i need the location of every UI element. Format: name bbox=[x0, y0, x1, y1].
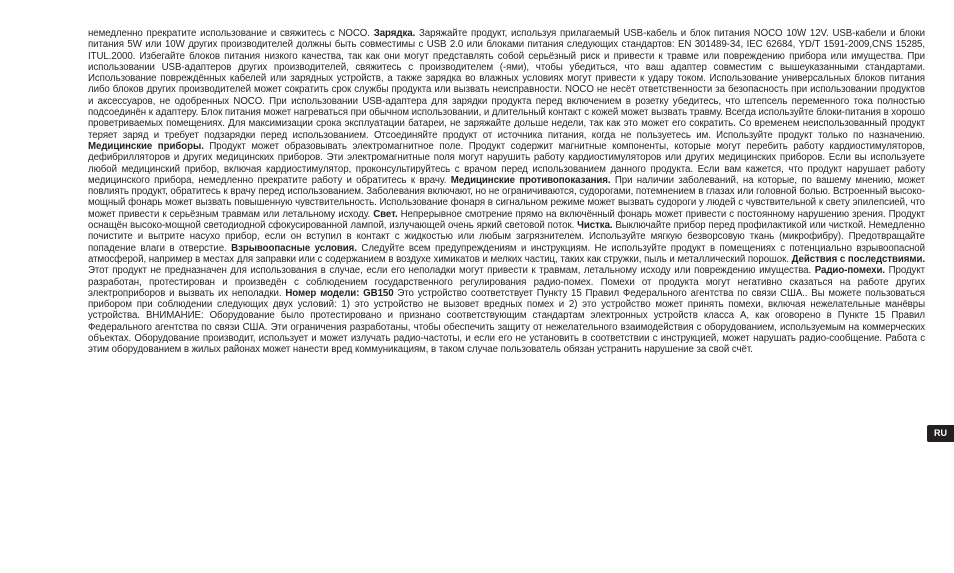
body-text-run: Непрерывное смотрение прямо на включённый фонарь может привести с постоянному нарушению зрения. Продукт оснащён высоко-мощной светодиодной сфокусированной лампой, излучающей очень яркий световой поток. bbox=[88, 208, 925, 232]
section-heading: Чистка. bbox=[577, 220, 613, 232]
safety-instructions-text bbox=[88, 28, 925, 356]
section-heading: Медицинские приборы. bbox=[88, 140, 204, 152]
body-text-run: Выключайте прибор перед профилактикой или чисткой. Немедленно почистите и вытрите насухо прибор, если он вступил в контакт с жидкостью или любым загрязнителем. Используйте мягкую безворсовую ткань (микрофибру). Предотвращайте попадение влаги в отверстие. bbox=[88, 220, 925, 254]
body-text-run: При наличии заболеваний, на которые, по вашему мнению, может повлиять продукт, обратитесь к врачу перед использованием. Заболевания включают, но не ограничиваются, судорогами, потемнением в глазах или головной болью. Встроенный высоко-мощный фонарь может вызвать повышенную чувствительность. Использование фонаря в сигнальном режиме может вызвать судороги у людей с чувствительной к свету эпилепсией, что может привести к серьёзным травмам или летальному исходу. bbox=[88, 174, 925, 220]
section-heading: Номер модели: GB150 bbox=[285, 287, 394, 299]
section-heading: Свет. bbox=[373, 208, 398, 220]
section-heading: Радио-помехи. bbox=[814, 265, 886, 277]
language-tab: RU bbox=[927, 425, 954, 442]
section-heading: Медицинские противопоказания. bbox=[450, 174, 611, 186]
body-text-run: Продукт может образовывать электромагнитное поле. Продукт содержит магнитные компоненты, которые могут перебить работу кардиостимуляторов, дефибрилляторов и других медицинских приборов. Эти электромагнитные поля могут нарушить работу кардиостимуляторов или других медицинских приборов. Если вы используете любой медицинский прибор, включая кардиостимулятор, проконсультируйтесь с врачом перед использованием данного продукта. Если вам кажется, что продукт нарушает работу медицинского прибора, немедленно прекратите работу и обратитесь к врачу. bbox=[88, 140, 925, 186]
body-text-run: Этот продукт не предназначен для использования в случае, если его неполадки могут привести к травмам, летальному исходу или повреждению имущества. bbox=[88, 265, 815, 277]
body-text-run: Продукт разработан, протестирован и произведён с соблюдением государственного регулирования радио-помех. Помехи от продукта могут негативно сказаться на работе других электроприборов и вызвать их неполадки. bbox=[88, 265, 925, 299]
body-text-run: Следуйте всем предупреждениям и инструкциям. Не используйте продукт в помещениях с потенциально взрывоопасной атмосферой, например в местах для заправки или с содержанием в воздухе химикатов и мелких частиц, таких как стружки, пыль и металлический порошок. bbox=[88, 242, 925, 265]
section-heading: Зарядка. bbox=[373, 28, 416, 39]
body-text-run: Это устройство соответствует Пункту 15 Правил Федерального агентства по связи США.. Вы можете пользоваться прибором при соблюдении следующих двух условий: 1) это устройство не вызовет вредных помех и 2) это устройство может принять помехи, включая нежелательные манёвры устройства. ВНИМАНИЕ: Оборудование было протестировано и признано соответствующим стандартам электронных устройств класса А, как оговорено в Пункте 15 Правил Федерального агентства по связи США. Эти ограничения разработаны, чтобы обеспечить защиту от нежелательного взаимодействия с оборудованием, используемым на коммерческих объектах. Оборудование производит, использует и может излучать радио-частоты, и если его не установить в соответствии с инструкцией, может нарушать радио-сообщение. Работа с этим оборудованием в жилых районах может нанести вред коммуникациям, в таком случае пользователь обязан устранить нарушение за свой счёт. bbox=[88, 287, 925, 356]
body-text-run: немедленно прекратите использование и свяжитесь с NOCO. bbox=[88, 28, 374, 39]
section-heading: Действия с последствиями. bbox=[791, 253, 925, 265]
section-heading: Взрывоопасные условия. bbox=[231, 242, 357, 254]
body-text-run: Заряжайте продукт, используя прилагаемый USB-кабель и блок питания NOCO 10W 12V. USB-кабели и блоки питания 5W или 10W других производителей должны быть совместимы с USB 2.0 или блоками питания следующих стандартов: EN 301489-34, IEC 62684, YD/T 1591-2009,CNS 15285, ITUL.2000. Избегайте блоков питания низкого качества, так как они могут представлять собой серьёзный риск и привести к травме или повреждению прибора или имущества. При использовании USB-адаптеров других производителей, свяжитесь с производителем (-ями), чтобы убедиться, что ваш адаптер совместим с вышеуказанными стандартами. Использование повреждённых кабелей или зарядных устройств, а также зарядка во влажных условиях могут привести к удару током. Использование универсальных блоков питания либо блоков других производителей может сократить срок службы продукта или вызвать неисправности. NOCO не несёт ответственности за безопасность при использовании продуктов и аксессуаров, не одобренных NOCO. При использовании USB-адаптера для зарядки продукта перед включением в розетку убедитесь, что штепсель переменного тока полностью подсоединён к адаптеру. Блок питания может нагреваться при обычном использовании, и длительный контакт с кожей может вызвать травму. Всегда используйте блоки-питания в хорошо проветриваемых помещениях. Для максимизации срока эксплуатации батареи, не заряжайте дольше недели, так как это может его сократить. Со временем неиспользованный продукт теряет заряд и требует подзарядки перед использованием. Отсоединяйте продукт от источника питания, когда не пользуетесь им. Используйте продукт только по назначению. bbox=[88, 28, 925, 141]
